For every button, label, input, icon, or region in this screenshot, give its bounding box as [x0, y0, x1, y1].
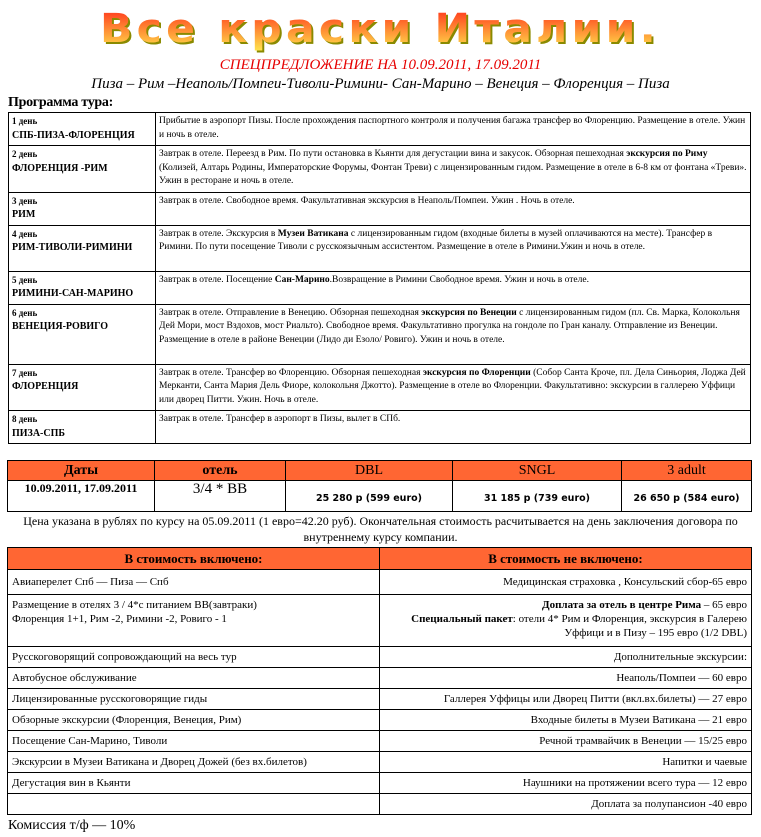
description-text: Завтрак в отеле. Переезд в Рим. По пути остановка в Кьянти для дегустации вина и закусок. Обзорная пешеходная	[159, 149, 627, 159]
excluded-header: В стоимость не включено:	[380, 548, 752, 570]
excluded-text: – 65 евро	[701, 599, 747, 611]
description-text: Завтрак в отеле. Свободное время. Факультативная экскурсия в Неаполь/Помпеи. Ужин . Ночь в отеле.	[159, 195, 575, 206]
commission-text: Комиссия т/ф — 10%	[8, 818, 136, 833]
excluded-item	[380, 689, 752, 710]
included-header: В стоимость включено:	[8, 548, 380, 570]
day-number: 7 день	[12, 367, 38, 378]
program-day-cell	[9, 113, 156, 146]
price-hotel: 3/4 * BB	[155, 481, 286, 512]
day-cities: РИМИНИ-САН-МАРИНО	[12, 288, 134, 299]
highlight-text: экскурсия по Риму	[626, 149, 708, 159]
services-row	[8, 689, 752, 710]
services-row	[8, 647, 752, 668]
day-number: 3 день	[12, 195, 38, 206]
program-day-cell	[9, 304, 156, 364]
included-item	[8, 731, 380, 752]
included-text: Русскоговорящий сопровождающий на весь тур	[12, 651, 237, 663]
excluded-text: Медицинская страховка , Консульский сбор-65 евро	[503, 576, 747, 588]
excluded-highlight: Специальный пакет	[411, 613, 513, 625]
day-number: 4 день	[12, 228, 38, 239]
price-note: Цена указана в рублях по курсу на 05.09.2011 (1 евро=42.20 руб). Окончательная стоимость расчитывается на день заключения договора по внутреннему курсу компании.	[23, 514, 738, 544]
description-text: с лицензированным гидом (входные билеты в музей оплачиваются на месте). Трансфер в Римини. По пути посещение Тиволи с русскоязычным ассистентом. Размещение в отеле в Римини.Ужин и ночь в отеле.	[159, 228, 713, 252]
day-number: 6 день	[12, 307, 38, 318]
services-row	[8, 794, 752, 815]
description-text: Завтрак в отеле. Трансфер во Флоренцию. Обзорная пешеходная	[159, 367, 423, 378]
description-text: Завтрак в отеле. Экскурсия в	[159, 228, 278, 239]
included-text: Размещение в отелях 3 / 4*с питанием BB(завтраки)	[12, 599, 257, 611]
included-text: Лицензированные русскоговорящие гиды	[12, 693, 208, 705]
program-row	[9, 271, 751, 304]
program-day-cell	[9, 225, 156, 271]
included-text: Посещение Сан-Марино, Тиволи	[12, 735, 168, 747]
included-item	[8, 595, 380, 647]
description-text: с лицензированным гидом (пл. Св. Марка, Колокольня Дей Мори, мост Вздохов, мост Риальто). Свободное время. Факультативно прогулка на гондоле по Гран каналу. Отправление из Венеции. Размещение в отеле в районе Венеции (Лидо ди Езоло/ Ровиго). Ужин и ночь в отеле.	[159, 307, 740, 345]
description-text: Завтрак в отеле. Отправление в Венецию. Обзорная пешеходная	[159, 307, 422, 318]
program-row	[9, 225, 751, 271]
day-number: 5 день	[12, 274, 38, 285]
description-text: .Возвращение в Римини Свободное время. Ужин и ночь в отеле.	[329, 274, 589, 285]
program-row	[9, 192, 751, 225]
price-header-sngl: SNGL	[453, 461, 622, 481]
excluded-text: Доплата за полупансион -40 евро	[591, 798, 747, 810]
program-description	[156, 364, 751, 411]
description-text: Завтрак в отеле. Посещение	[159, 274, 275, 285]
price-header-dates: Даты	[8, 461, 155, 481]
day-cities: ФЛОРЕНЦИЯ -РИМ	[12, 162, 108, 174]
excluded-item	[380, 752, 752, 773]
included-text: Дегустация вин в Кьянти	[12, 777, 131, 789]
program-day-cell	[9, 146, 156, 193]
day-cities: ФЛОРЕНЦИЯ	[12, 381, 79, 392]
price-dbl: 25 280 р (599 euro)	[286, 481, 453, 512]
services-row	[8, 570, 752, 595]
excluded-item	[380, 710, 752, 731]
program-label: Программа тура:	[8, 95, 113, 110]
excluded-item	[380, 570, 752, 595]
services-row	[8, 668, 752, 689]
day-cities: СПБ-ПИЗА-ФЛОРЕНЦИЯ	[12, 129, 135, 141]
services-row	[8, 752, 752, 773]
program-day-cell	[9, 192, 156, 225]
included-item	[8, 647, 380, 668]
included-item	[8, 668, 380, 689]
program-day-cell	[9, 364, 156, 411]
excluded-text: : отели 4* Рим и Флоренция, экскурсия в Галерею Уффици и в Пизу – 195 евро (1/2 DBL)	[512, 613, 747, 639]
services-row	[8, 595, 752, 647]
excluded-item	[380, 794, 752, 815]
title-banner	[0, 0, 761, 55]
excluded-item	[380, 647, 752, 668]
services-table	[7, 547, 752, 815]
program-row	[9, 146, 751, 193]
excluded-text: Входные билеты в Музеи Ватикана — 21 евро	[530, 714, 747, 726]
program-description	[156, 304, 751, 364]
included-text: Авиаперелет Спб — Пиза — Спб	[12, 576, 169, 588]
price-dates: 10.09.2011, 17.09.2011	[8, 481, 155, 512]
program-description	[156, 146, 751, 193]
highlight-text: экскурсия по Венеции	[421, 307, 517, 318]
price-table	[7, 460, 752, 512]
title-text: Все краски Италии.	[100, 6, 660, 52]
program-description	[156, 192, 751, 225]
description-text: (Собор Санта Кроче, пл. Дела Синьория, Лоджа Дей Мерканти, Санта Мария Дель Фиоре, колокольня Джотто). Размещение в отеле во Флоренции. Факультативно: экскурсии в галлерею Уффици или дворец Питти. Ужин. Ночь в отеле.	[159, 367, 746, 405]
day-cities: РИМ	[12, 209, 36, 220]
price-header-dbl: DBL	[286, 461, 453, 481]
program-description	[156, 225, 751, 271]
description-text: (Колизей, Алтарь Родины, Императорские Форумы, Фонтан Треви) с лицензированным гидом. Размещение в отеле в 6-8 км от фонтана «Треви». Ужин в ресторане и ночь в отеле.	[159, 162, 747, 186]
included-item	[8, 570, 380, 595]
day-number: 1 день	[12, 116, 38, 126]
day-number: 8 день	[12, 414, 38, 424]
special-offer-heading: СПЕЦПРЕДЛОЖЕНИЕ НА 10.09.2011, 17.09.2011	[219, 57, 542, 73]
excluded-text: Галлерея Уффицы или Дворец Питти (вкл.вх.билеты) — 27 евро	[443, 693, 747, 705]
excluded-text: Речной трамвайчик в Венеции — 15/25 евро	[539, 735, 747, 747]
included-text: Экскурсии в Музеи Ватикана и Дворец Дожей (без вх.билетов)	[12, 756, 307, 768]
excluded-item	[380, 731, 752, 752]
price-header-row	[8, 461, 752, 481]
excluded-item	[380, 668, 752, 689]
program-table	[8, 112, 751, 444]
excluded-text: Неаполь/Помпеи — 60 евро	[616, 672, 747, 684]
excluded-highlight: Доплата за отель в центре Рима	[542, 599, 702, 611]
included-item	[8, 710, 380, 731]
included-text-detail: Флоренция 1+1, Рим -2, Римини -2, Ровиго - 1	[12, 613, 227, 625]
highlight-text: Музеи Ватикана	[277, 228, 349, 239]
program-row	[9, 364, 751, 411]
day-cities: РИМ-ТИВОЛИ-РИМИНИ	[12, 242, 133, 253]
program-row	[9, 113, 751, 146]
price-header-3adult: 3 adult	[622, 461, 752, 481]
program-day-cell	[9, 271, 156, 304]
services-row	[8, 710, 752, 731]
included-text: Обзорные экскурсии (Флоренция, Венеция, Рим)	[12, 714, 242, 726]
included-item	[8, 752, 380, 773]
day-number: 2 день	[12, 149, 38, 159]
day-cities: ВЕНЕЦИЯ-РОВИГО	[12, 321, 109, 332]
highlight-text: экскурсия по Флоренции	[422, 367, 531, 378]
description-text: Прибытие в аэропорт Пизы. После прохождения паспортного контроля и получения багажа трансфер во Флоренцию. Размещение в отеле. Ужин и ночь в отеле.	[159, 116, 746, 140]
program-description	[156, 411, 751, 444]
route-line: Пиза – Рим –Неаполь/Помпеи-Тиволи-Римини- Сан-Марино – Венеция – Флоренция – Пиза	[91, 76, 670, 92]
excluded-text: Дополнительные экскурсии:	[613, 651, 747, 663]
program-row	[9, 304, 751, 364]
included-item	[8, 773, 380, 794]
price-header-hotel: отель	[155, 461, 286, 481]
price-row	[8, 481, 752, 512]
services-row	[8, 731, 752, 752]
price-sngl: 31 185 р (739 euro)	[453, 481, 622, 512]
included-item	[8, 689, 380, 710]
day-cities: ПИЗА-СПБ	[12, 427, 65, 439]
title-wordart	[0, 0, 761, 55]
program-description	[156, 271, 751, 304]
excluded-item	[380, 773, 752, 794]
price-3adult: 26 650 р (584 euro)	[622, 481, 752, 512]
included-item	[8, 794, 380, 815]
program-day-cell	[9, 411, 156, 444]
excluded-item	[380, 595, 752, 647]
description-text: Завтрак в отеле. Трансфер в аэропорт в Пизы, вылет в СПб.	[159, 414, 401, 424]
program-row	[9, 411, 751, 444]
excluded-text: Напитки и чаевые	[662, 756, 747, 768]
services-header-row	[8, 548, 752, 570]
excluded-text: Наушники на протяжении всего тура — 12 евро	[522, 777, 747, 789]
highlight-text: Сан-Марино	[274, 274, 330, 285]
services-row	[8, 773, 752, 794]
program-description	[156, 113, 751, 146]
included-text: Автобусное обслуживание	[12, 672, 137, 684]
